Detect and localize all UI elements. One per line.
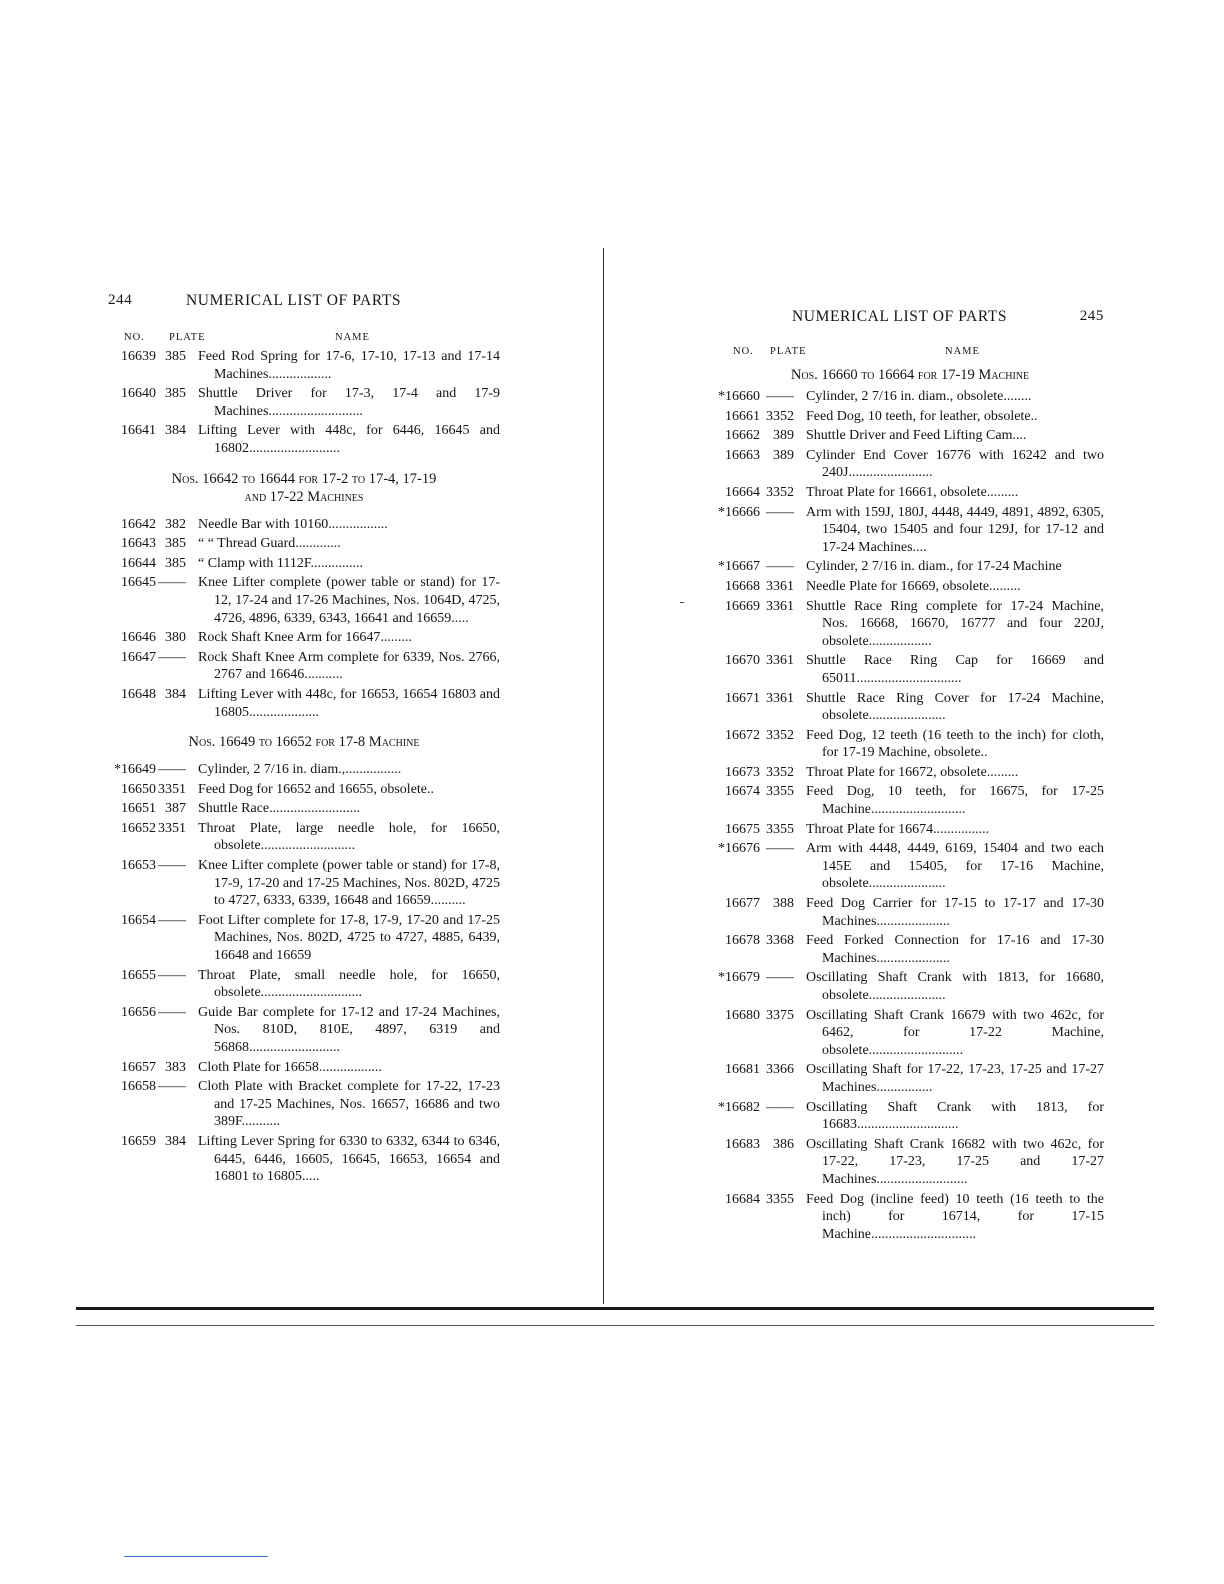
part-entry — [716, 764, 1104, 782]
part-plate: 3361 — [766, 598, 794, 614]
part-name: Rock Shaft Knee Arm complete for 6339, Nos. 2766, 2767 and 16646........... — [198, 649, 500, 683]
part-entry — [716, 578, 1104, 596]
part-plate: 389 — [773, 428, 794, 444]
part-name: Oscillating Shaft Crank 16679 with two 462c, for 6462, for 17-22 Machine, obsolete........................... — [806, 1007, 1104, 1058]
part-name: Oscillating Shaft Crank with 1813, for 16683............................. — [806, 1099, 1104, 1133]
part-plate: 3361 — [766, 690, 794, 706]
part-entry — [108, 967, 500, 1002]
part-no: 16646 — [121, 630, 156, 646]
part-no: *16682 — [718, 1099, 760, 1115]
part-no: 16673 — [725, 764, 760, 780]
col-no-header: NO. — [124, 332, 145, 343]
part-plate: 384 — [165, 686, 186, 702]
part-entry — [108, 516, 500, 534]
right-entries — [716, 388, 1104, 1243]
part-no: 16678 — [725, 933, 760, 949]
part-no: 16642 — [121, 516, 156, 532]
left-column-headers — [108, 332, 500, 348]
part-plate: —— — [158, 967, 186, 983]
left-entries — [108, 348, 500, 458]
part-no: 16643 — [121, 536, 156, 552]
part-name: Throat Plate, small needle hole, for 16650, obsolete............................. — [198, 967, 500, 1001]
section-heading-line: and 17-22 Machines — [244, 488, 364, 505]
part-plate: —— — [158, 575, 186, 591]
part-no: 16675 — [725, 821, 760, 837]
part-plate: 3355 — [766, 784, 794, 800]
part-plate: 385 — [165, 349, 186, 364]
part-entry — [716, 484, 1104, 502]
col-plate-header: PLATE — [169, 332, 206, 343]
part-entry — [716, 840, 1104, 893]
part-entry — [108, 686, 500, 721]
part-no: 16656 — [121, 1004, 156, 1020]
part-entry — [108, 385, 500, 420]
part-no: 16674 — [725, 784, 760, 800]
part-plate: —— — [766, 389, 794, 404]
part-entry — [716, 783, 1104, 818]
part-name: Foot Lifter complete for 17-8, 17-9, 17-20 and 17-25 Machines, Nos. 802D, 4725 to 4727, 4885, 6439, 16648 and 16659 — [198, 912, 500, 964]
left-page-number: 244 — [108, 292, 133, 308]
part-entry — [716, 1099, 1104, 1134]
part-name: “ Clamp with 1112F............... — [198, 555, 364, 571]
part-no: 16655 — [121, 967, 156, 983]
part-no: 16677 — [725, 896, 760, 912]
part-plate: 3361 — [766, 653, 794, 669]
part-no: 16650 — [121, 781, 156, 797]
part-no: *16666 — [718, 504, 760, 520]
part-entry — [716, 690, 1104, 725]
part-plate: 3352 — [766, 408, 794, 424]
part-name: Throat Plate for 16674................ — [806, 821, 990, 837]
section-heading — [716, 366, 1104, 384]
part-entry — [108, 649, 500, 684]
part-entry — [716, 1191, 1104, 1244]
section2-entries — [108, 761, 500, 1186]
right-running-head — [716, 308, 1104, 330]
part-no: 16647 — [121, 649, 156, 665]
part-plate: —— — [766, 970, 794, 986]
part-plate: 380 — [165, 630, 186, 646]
part-no: 16663 — [725, 447, 760, 463]
part-entry — [108, 422, 500, 457]
part-entry — [108, 1078, 500, 1131]
part-entry — [108, 574, 500, 627]
part-no: *16679 — [718, 970, 760, 986]
part-name: Shuttle Race Ring Cap for 16669 and 65011.............................. — [806, 653, 1104, 686]
part-plate: 385 — [165, 555, 186, 571]
part-plate: —— — [158, 858, 186, 874]
section-heading-line: Nos. 16649 to 16652 for 17-8 Machine — [188, 734, 420, 751]
part-name: Throat Plate for 16661, obsolete......... — [806, 484, 1019, 500]
part-plate: 383 — [165, 1059, 186, 1075]
section-heading — [108, 733, 500, 751]
part-plate: —— — [766, 559, 794, 575]
part-name: Arm with 4448, 4449, 6169, 15404 and two each 145E and 15405, for 17-16 Machine, obsolete...................... — [806, 841, 1104, 892]
part-name: Knee Lifter complete (power table or stand) for 17-12, 17-24 and 17-26 Machines, Nos. 1064D, 4725, 4726, 4896, 6339, 6343, 16641 and 16659..... — [198, 575, 500, 626]
part-no: *16649 — [114, 762, 156, 778]
part-name: Shuttle Driver and Feed Lifting Cam.... — [806, 428, 1027, 444]
part-name: Feed Dog, 10 teeth, for leather, obsolete.. — [806, 408, 1038, 424]
part-name: Lifting Lever with 448c, for 16653, 16654 16803 and 16805.................... — [198, 686, 500, 720]
left-running-title: NUMERICAL LIST OF PARTS — [186, 292, 402, 309]
section1-entries — [108, 516, 500, 722]
left-page — [108, 292, 500, 1188]
part-plate: —— — [158, 762, 186, 778]
part-no: 16681 — [725, 1062, 760, 1078]
part-no: 16684 — [725, 1191, 760, 1207]
part-entry — [716, 408, 1104, 426]
part-name: Feed Dog, 10 teeth, for 16675, for 17-25 Machine........................... — [806, 784, 1104, 818]
part-plate: —— — [766, 841, 794, 857]
part-plate: 3361 — [766, 578, 794, 594]
part-no: 16645 — [121, 575, 156, 591]
part-entry — [108, 800, 500, 818]
bottom-rule-thick — [76, 1307, 1154, 1310]
right-running-title: NUMERICAL LIST OF PARTS — [792, 308, 1008, 325]
part-plate: 384 — [165, 423, 186, 439]
part-no: 16657 — [121, 1059, 156, 1075]
part-entry — [108, 1059, 500, 1077]
part-name: Cylinder, 2 7/16 in. diam., obsolete........ — [806, 389, 1032, 404]
part-entry — [716, 558, 1104, 576]
part-name: Feed Dog (incline feed) 10 teeth (16 teeth to the inch) for 16714, for 17-15 Machine.............................. — [806, 1191, 1104, 1242]
part-plate: 382 — [165, 516, 186, 532]
part-no: 16659 — [121, 1133, 156, 1149]
part-entry — [716, 969, 1104, 1004]
part-name: Feed Dog for 16652 and 16655, obsolete.. — [198, 781, 435, 797]
part-name: Cylinder End Cover 16776 with 16242 and two 240J........................ — [806, 447, 1104, 481]
part-plate: 3352 — [766, 764, 794, 780]
part-no: 16640 — [121, 386, 156, 402]
part-entry — [108, 348, 500, 383]
part-no: *16660 — [718, 389, 760, 404]
part-no: 16658 — [121, 1079, 156, 1095]
part-plate: 3368 — [766, 933, 794, 949]
col-name-header: NAME — [945, 346, 980, 357]
part-no: 16672 — [725, 727, 760, 743]
part-name: Shuttle Race.......................... — [198, 801, 361, 817]
part-entry — [108, 781, 500, 799]
part-name: Guide Bar complete for 17-12 and 17-24 Machines, Nos. 810D, 810E, 4897, 6319 and 56868.......................... — [198, 1004, 500, 1055]
part-entry — [108, 1004, 500, 1057]
section-heading-line: Nos. 16660 to 16664 for 17-19 Machine — [790, 367, 1030, 383]
right-page — [716, 308, 1104, 1245]
part-entry — [716, 504, 1104, 557]
part-no: 16664 — [725, 484, 760, 500]
part-plate: 3352 — [766, 727, 794, 743]
part-name: Oscillating Shaft Crank with 1813, for 16680, obsolete...................... — [806, 970, 1104, 1003]
part-plate: 3366 — [766, 1062, 794, 1078]
part-entry — [108, 629, 500, 647]
part-entry — [716, 447, 1104, 482]
part-name: Cylinder, 2 7/16 in. diam.,................ — [198, 762, 402, 778]
part-name: Cloth Plate with Bracket complete for 17-22, 17-23 and 17-25 Machines, Nos. 16657, 16686 and two 389F........... — [198, 1079, 500, 1130]
part-entry — [108, 555, 500, 573]
part-plate: 3355 — [766, 821, 794, 837]
part-plate: 3351 — [158, 781, 186, 797]
part-plate: —— — [158, 1079, 186, 1095]
part-entry — [716, 598, 1104, 651]
part-entry — [716, 895, 1104, 930]
part-no: 16641 — [121, 423, 156, 439]
part-plate: 388 — [773, 896, 794, 912]
part-no: *16667 — [718, 559, 760, 575]
part-entry — [716, 427, 1104, 445]
part-plate: —— — [158, 1004, 186, 1020]
part-name: “ “ Thread Guard............. — [198, 536, 341, 552]
part-name: Cylinder, 2 7/16 in. diam., for 17-24 Machine — [806, 559, 1062, 575]
part-entry — [108, 1133, 500, 1186]
part-name: Throat Plate, large needle hole, for 16650, obsolete........................... — [198, 820, 500, 854]
part-plate: —— — [158, 649, 186, 665]
part-name: Lifting Lever with 448c, for 6446, 16645 and 16802.......................... — [198, 423, 500, 456]
part-plate: —— — [158, 912, 186, 928]
part-no: 16648 — [121, 686, 156, 702]
part-entry — [716, 1007, 1104, 1060]
part-no: 16680 — [725, 1007, 760, 1023]
part-no: 16669 — [725, 598, 760, 614]
part-no: *16676 — [718, 841, 760, 857]
part-name: Oscillating Shaft for 17-22, 17-23, 17-25 and 17-27 Machines................ — [806, 1062, 1104, 1095]
part-entry — [108, 820, 500, 855]
part-plate: 3351 — [158, 820, 186, 836]
part-entry — [716, 821, 1104, 839]
part-entry — [716, 388, 1104, 406]
part-name: Oscillating Shaft Crank 16682 with two 462c, for 17-22, 17-23, 17-25 and 17-27 Machines.......................... — [806, 1136, 1104, 1187]
part-name: Shuttle Race Ring Cover for 17-24 Machine, obsolete...................... — [806, 690, 1104, 724]
part-no: 16671 — [725, 690, 760, 706]
part-plate: 385 — [165, 536, 186, 552]
part-name: Arm with 159J, 180J, 4448, 4449, 4891, 4892, 6305, 15404, two 15405 and four 129J, for 17-12 and 17-24 Machines.... — [806, 504, 1104, 555]
part-no: 16683 — [725, 1136, 760, 1152]
part-entry — [716, 652, 1104, 687]
part-entry — [716, 727, 1104, 762]
right-page-number: 245 — [1079, 308, 1104, 324]
col-no-header: NO. — [733, 346, 754, 357]
part-name: Needle Plate for 16669, obsolete......... — [806, 578, 1021, 594]
part-entry — [108, 857, 500, 910]
part-plate: 387 — [165, 801, 186, 817]
part-no: 16639 — [121, 349, 156, 364]
part-entry — [108, 535, 500, 553]
part-plate: 3355 — [766, 1191, 794, 1207]
part-plate: 3375 — [766, 1007, 794, 1023]
part-entry — [108, 912, 500, 965]
part-name: Feed Forked Connection for 17-16 and 17-30 Machines..................... — [806, 933, 1104, 966]
part-plate: 389 — [773, 447, 794, 463]
section-heading — [108, 470, 500, 506]
part-plate: 386 — [773, 1136, 794, 1152]
part-plate: 3352 — [766, 484, 794, 500]
part-plate: —— — [766, 1099, 794, 1115]
scan-mark — [680, 602, 684, 603]
part-no: 16644 — [121, 555, 156, 571]
part-name: Feed Rod Spring for 17-6, 17-10, 17-13 and 17-14 Machines.................. — [198, 349, 500, 382]
left-running-head — [108, 292, 500, 314]
part-no: 16651 — [121, 801, 156, 817]
part-name: Feed Dog Carrier for 17-15 to 17-17 and 17-30 Machines..................... — [806, 896, 1104, 929]
link-underline — [124, 1556, 268, 1557]
part-name: Shuttle Driver for 17-3, 17-4 and 17-9 Machines........................... — [198, 386, 500, 419]
part-name: Shuttle Race Ring complete for 17-24 Machine, Nos. 16668, 16670, 16777 and four 220J, obsolete.................. — [806, 598, 1104, 649]
part-name: Rock Shaft Knee Arm for 16647......... — [198, 630, 412, 646]
part-name: Throat Plate for 16672, obsolete......... — [806, 764, 1019, 780]
part-plate: —— — [766, 504, 794, 520]
col-plate-header: PLATE — [770, 346, 807, 357]
part-plate: 385 — [165, 386, 186, 402]
part-name: Feed Dog, 12 teeth (16 teeth to the inch) for cloth, for 17-19 Machine, obsolete.. — [806, 727, 1104, 761]
part-name: Knee Lifter complete (power table or stand) for 17-8, 17-9, 17-20 and 17-25 Machines, Nos. 802D, 4725 to 4727, 6333, 6339, 16648 and 16659.......... — [198, 858, 500, 909]
part-entry — [716, 1136, 1104, 1189]
part-no: 16661 — [725, 408, 760, 424]
part-no: 16654 — [121, 912, 156, 928]
part-plate: 384 — [165, 1133, 186, 1149]
section-heading-line: Nos. 16642 to 16644 for 17-2 to 17-4, 17-19 — [171, 470, 437, 487]
part-name: Needle Bar with 10160................. — [198, 516, 388, 532]
part-no: 16652 — [121, 820, 156, 836]
page-gutter-line — [603, 248, 604, 1304]
part-no: 16662 — [725, 428, 760, 444]
part-no: 16653 — [121, 858, 156, 874]
part-entry — [716, 1061, 1104, 1096]
part-entry — [716, 932, 1104, 967]
right-column-headers — [716, 346, 1104, 362]
col-name-header: NAME — [335, 332, 370, 343]
part-no: 16670 — [725, 653, 760, 669]
part-no: 16668 — [725, 578, 760, 594]
part-entry — [108, 761, 500, 779]
part-name: Cloth Plate for 16658.................. — [198, 1059, 382, 1075]
part-name: Lifting Lever Spring for 6330 to 6332, 6344 to 6346, 6445, 6446, 16605, 16645, 16653, 16654 and 16801 to 16805..... — [198, 1133, 500, 1185]
bottom-rule-thin — [76, 1325, 1154, 1326]
